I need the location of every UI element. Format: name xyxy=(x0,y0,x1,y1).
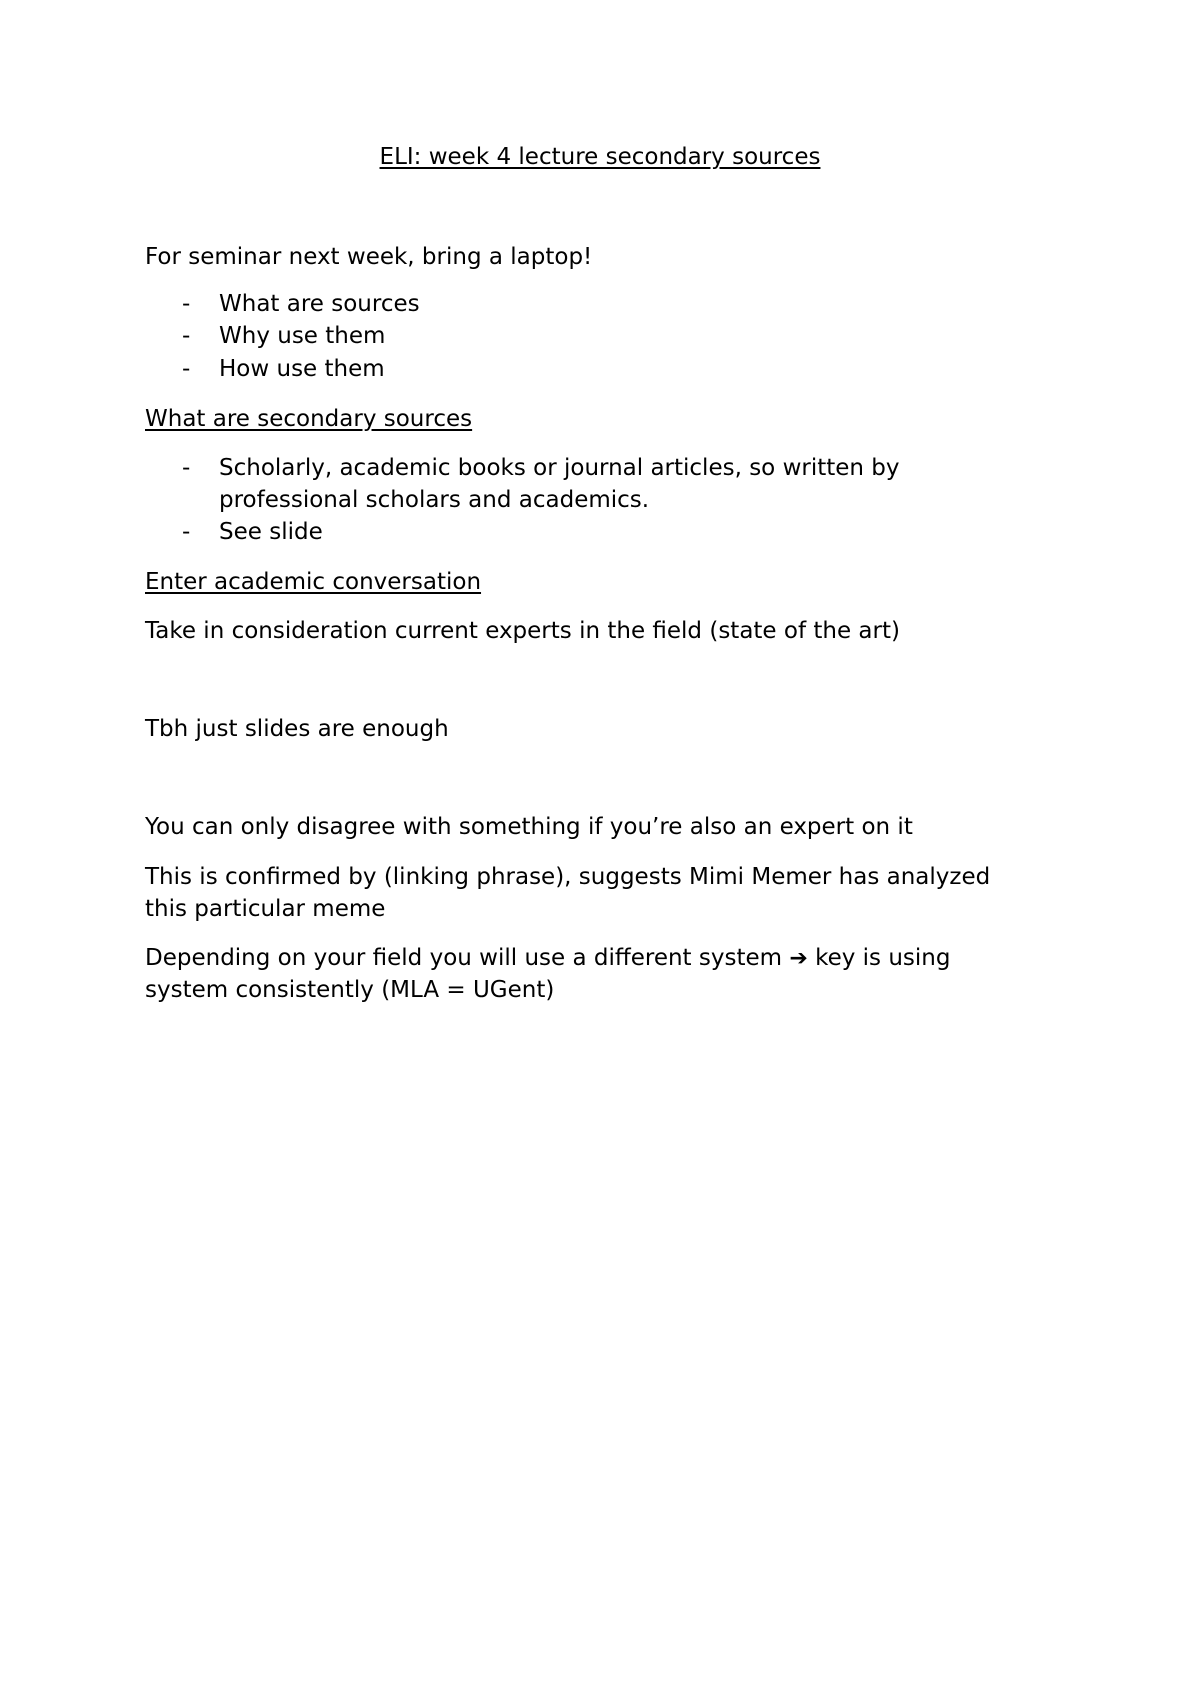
paragraph-system-text-a: Depending on your field you will use a different system xyxy=(145,945,783,971)
paragraph-confirmed-line-2: this particular meme xyxy=(145,896,386,922)
paragraph-experts: Take in consideration current experts in the field (state of the art) xyxy=(145,618,900,644)
intro-text: For seminar next week, bring a laptop! xyxy=(145,244,593,270)
paragraph-slides: Tbh just slides are enough xyxy=(145,716,449,742)
paragraph-disagree: You can only disagree with something if you’re also an expert on it xyxy=(145,814,913,840)
bullet-marker: - xyxy=(182,323,191,349)
bullet-marker: - xyxy=(182,356,191,382)
paragraph-confirmed-line-1: This is confirmed by (linking phrase), suggests Mimi Memer has analyzed xyxy=(145,864,991,890)
document-title: ELI: week 4 lecture secondary sources xyxy=(379,144,821,170)
secondary-bullet-1-continued: professional scholars and academics. xyxy=(219,487,650,513)
intro-bullet-1: What are sources xyxy=(219,291,420,317)
secondary-bullet-1: Scholarly, academic books or journal articles, so written by xyxy=(219,455,900,481)
paragraph-system-line-1 xyxy=(145,942,950,975)
bullet-marker: - xyxy=(182,455,191,481)
right-arrow-icon: ➔ xyxy=(789,946,808,971)
bullet-marker: - xyxy=(182,519,191,545)
paragraph-system-line-2: system consistently (MLA = UGent) xyxy=(145,977,555,1003)
paragraph-system-text-b: key is using xyxy=(815,945,951,971)
intro-bullet-3: How use them xyxy=(219,356,385,382)
heading-secondary-sources: What are secondary sources xyxy=(145,406,473,432)
intro-bullet-2: Why use them xyxy=(219,323,386,349)
heading-academic-conversation: Enter academic conversation xyxy=(145,569,482,595)
secondary-bullet-2: See slide xyxy=(219,519,323,545)
bullet-marker: - xyxy=(182,291,191,317)
